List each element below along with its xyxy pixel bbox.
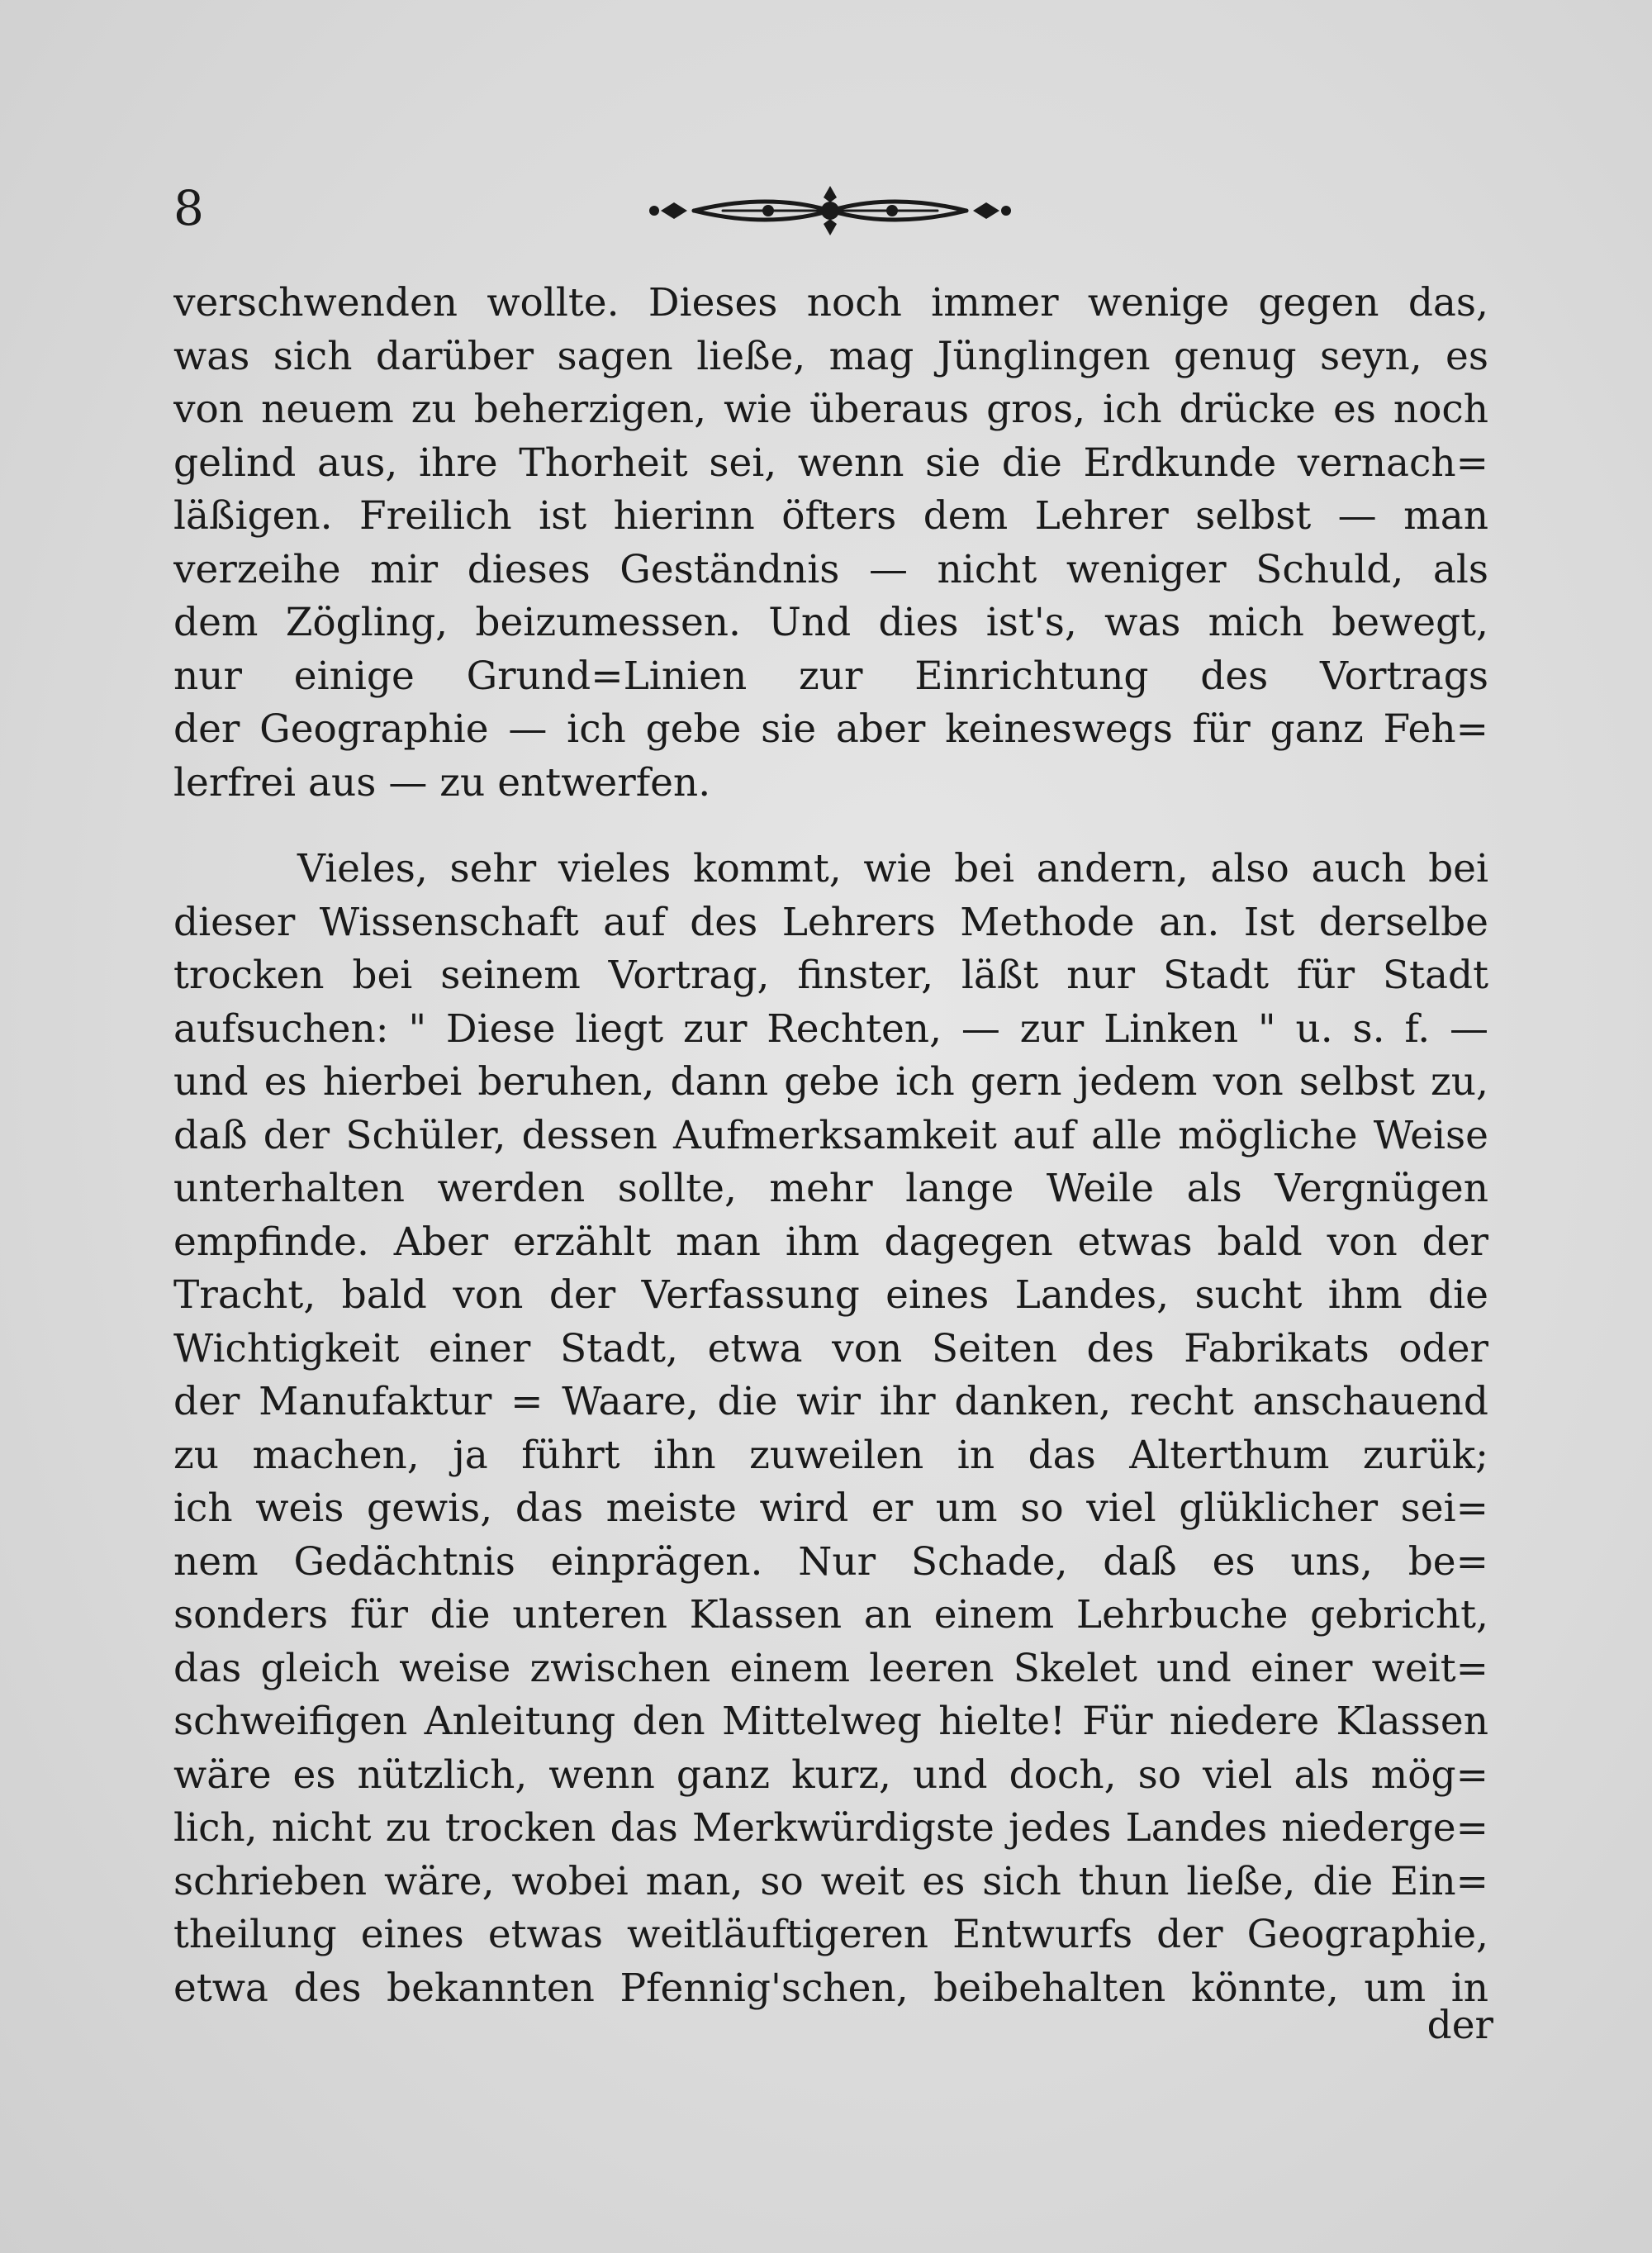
text-line: trocken bei seinem Vortrag, finster, läßt nur Stadt für Stadt xyxy=(173,953,1488,998)
paragraph-2 xyxy=(173,843,1488,2015)
paragraph-1 xyxy=(173,277,1488,810)
text-line: wäre es nützlich, wenn ganz kurz, und doch, so viel als mög= xyxy=(173,1752,1488,1798)
text-line: dem Zögling, beizumessen. Und dies ist's, was mich bewegt, xyxy=(173,600,1488,645)
text-line: aufsuchen: " Diese liegt zur Rechten, — zur Linken " u. s. f. — xyxy=(173,1005,1488,1052)
ornament-flourish-icon xyxy=(644,178,1016,244)
text-line: nur einige Grund=Linien zur Einrichtung des Vortrags xyxy=(173,653,1488,699)
text-line: ich weis gewis, das meiste wird er um so viel glüklicher sei= xyxy=(173,1485,1488,1531)
text-line: empfinde. Aber erzählt man ihm dagegen etwas bald von der xyxy=(173,1219,1488,1265)
text-line: unterhalten werden sollte, mehr lange Weile als Vergnügen xyxy=(173,1166,1488,1211)
body-text xyxy=(173,277,1488,2015)
text-line: Tracht, bald von der Verfassung eines Landes, sucht ihm die xyxy=(173,1272,1488,1318)
text-line: nem Gedächtnis einprägen. Nur Schade, daß es uns, be= xyxy=(173,1538,1488,1585)
paragraph-gap xyxy=(173,810,1488,843)
text-line: verschwenden wollte. Dieses noch immer wenige gegen das, xyxy=(173,280,1488,326)
catchword: der xyxy=(1427,2003,1493,2048)
text-line: verzeihe mir dieses Geständnis — nicht weniger Schuld, als xyxy=(173,546,1488,592)
text-line: schrieben wäre, wobei man, so weit es sich thun ließe, die Ein= xyxy=(173,1858,1488,1904)
text-line: und es hierbei beruhen, dann gebe ich gern jedem von selbst zu, xyxy=(173,1059,1488,1105)
text-line: schweifigen Anleitung den Mittelweg hielte! Für niedere Klassen xyxy=(173,1699,1488,1744)
text-line: lich, nicht zu trocken das Merkwürdigste jedes Landes niederge= xyxy=(173,1805,1488,1851)
text-line: dieser Wissenschaft auf des Lehrers Methode an. Ist derselbe xyxy=(173,899,1488,945)
text-line: lerfrei aus — zu entwerfen. xyxy=(173,759,711,806)
text-line: etwa des bekannten Pfennig'schen, beibehalten könnte, um in xyxy=(173,1965,1488,2011)
text-line: daß der Schüler, dessen Aufmerksamkeit auf alle mögliche Weise xyxy=(173,1112,1488,1158)
text-line: das gleich weise zwischen einem leeren Skelet und einer weit= xyxy=(173,1645,1488,1691)
text-line: der Geographie — ich gebe sie aber keineswegs für ganz Feh= xyxy=(173,706,1488,752)
text-line: Vieles, sehr vieles kommt, wie bei andern, also auch bei xyxy=(297,846,1488,891)
text-line: theilung eines etwas weitläuftigeren Entwurfs der Geographie, xyxy=(173,1912,1488,1957)
text-line: was sich darüber sagen ließe, mag Jünglingen genug seyn, es xyxy=(173,333,1488,379)
text-line: Wichtigkeit einer Stadt, etwa von Seiten des Fabrikats oder xyxy=(173,1325,1488,1371)
text-line: gelind aus, ihre Thorheit sei, wenn sie die Erdkunde vernach= xyxy=(173,440,1488,486)
text-line: sonders für die unteren Klassen an einem Lehrbuche gebricht, xyxy=(173,1592,1488,1637)
text-line: von neuem zu beherzigen, wie überaus gros, ich drücke es noch xyxy=(173,387,1488,432)
page-number: 8 xyxy=(173,180,204,236)
page-header xyxy=(0,178,1652,244)
text-line: zu machen, ja führt ihn zuweilen in das Alterthum zurük; xyxy=(173,1432,1488,1478)
text-line: läßigen. Freilich ist hierinn öfters dem Lehrer selbst — man xyxy=(173,493,1488,539)
text-line: der Manufaktur = Waare, die wir ihr danken, recht anschauend xyxy=(173,1379,1488,1424)
